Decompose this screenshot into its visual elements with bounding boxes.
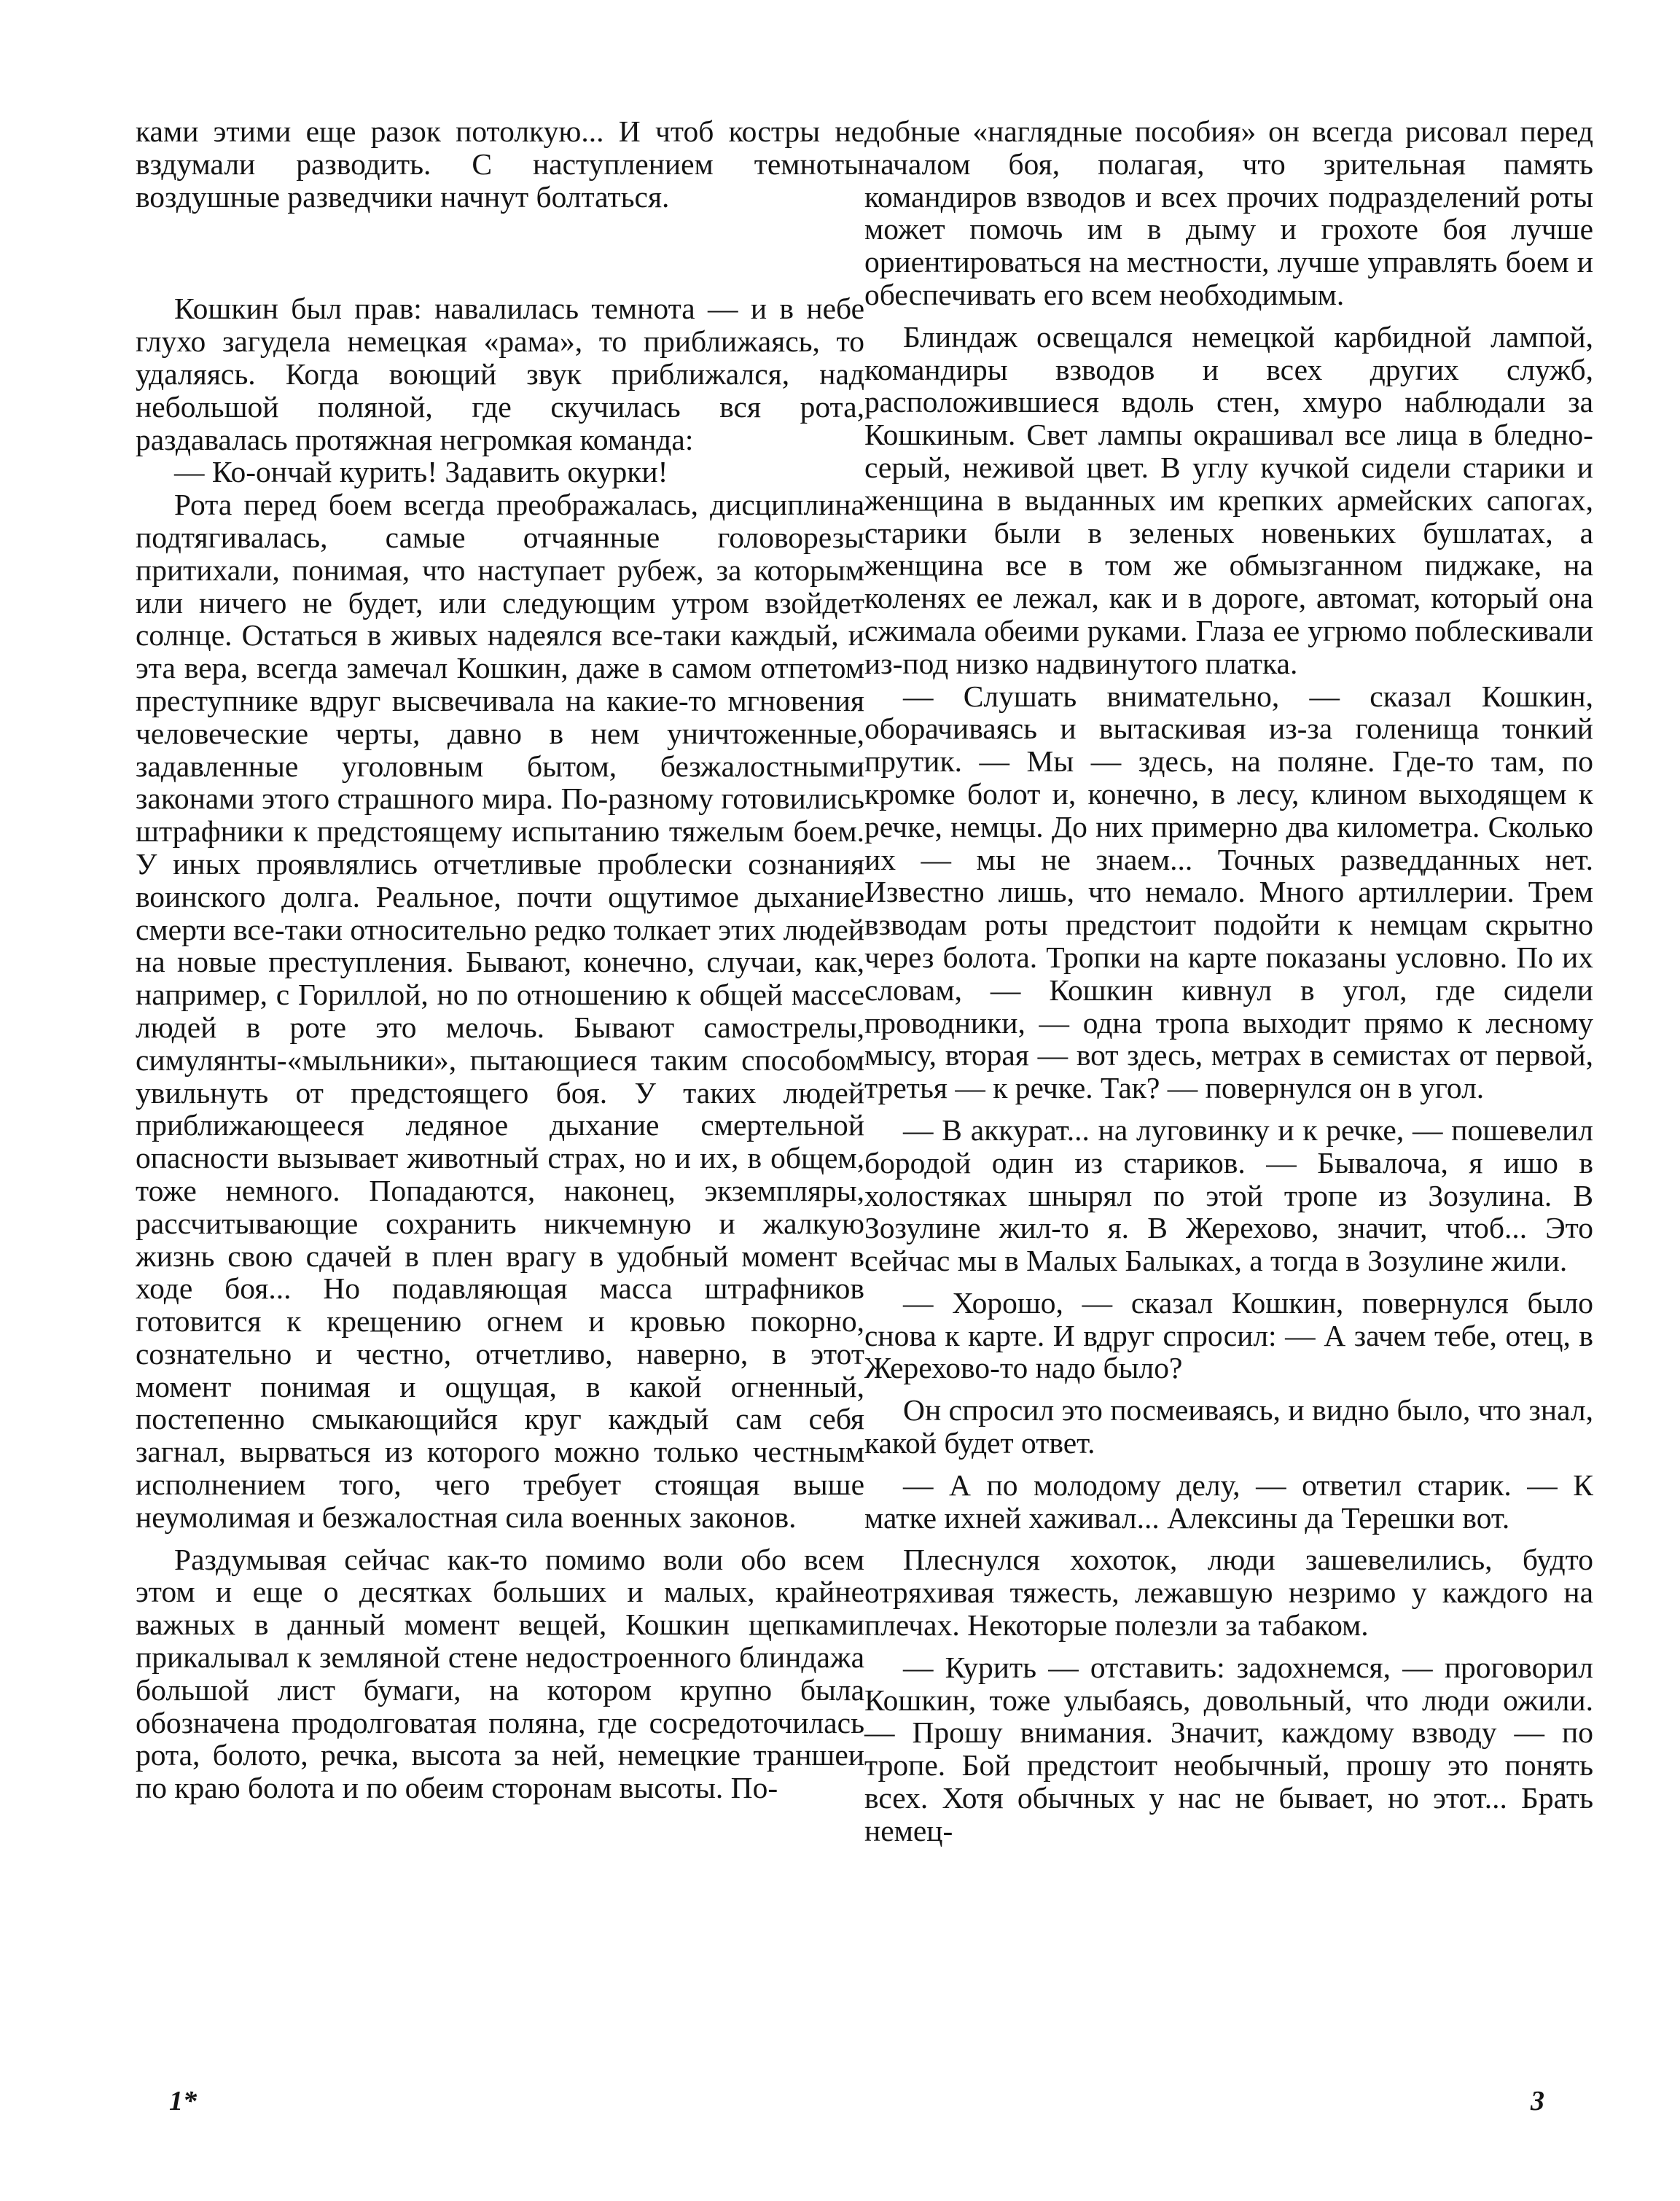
paragraph: ками этими еще разок потолкую... И чтоб костры не вздумали разводить. С наступлением темноты воздушные разведчики начнут болтаться.: [136, 114, 864, 214]
paragraph: — Хорошо, — сказал Кошкин, повернулся было снова к карте. И вдруг спросил: — А зачем тебе, отец, в Жерехово-то надо было?: [864, 1285, 1593, 1385]
paragraph: добные «наглядные пособия» он всегда рисовал перед началом боя, полагая, что зрительная память командиров взводов и всех прочих подразделений роты может помочь им в дыму и грохоте боя лучше ориентироваться на местности, лучше управлять боем и обеспечивать его всем необходимым.: [864, 114, 1593, 311]
left-column: [136, 115, 864, 1804]
paragraph: Блиндаж освещался немецкой карбидной лампой, командиры взводов и всех других служб, расположившиеся вдоль стен, хмуро наблюдали за Кошкиным. Свет лампы окрашивал все лица в бледно-серый, неживой цвет. В углу кучкой сидели старики и женщина в выданных им крепких армейских сапогах, старики были в зеленых новеньких бушлатах, а женщина все в том же обмызганном пиджаке, на коленях ее лежал, как и в дороге, автомат, который она сжимала обеими руками. Глаза ее угрюмо поблескивали из-под низко надвинутого платка.: [864, 319, 1593, 680]
paragraph: — Ко-ончай курить! Задавить окурки!: [174, 455, 668, 489]
signature-mark: 1*: [169, 2086, 197, 2116]
paragraph: Рота перед боем всегда преображалась, дисциплина подтягивалась, самые отчаянные головорезы притихали, понимая, что наступает рубеж, за которым или ничего не будет, или следующим утром взойдет солнце. Остаться в живых надеялся все-таки каждый, и эта вера, всегда замечал Кошкин, даже в самом отпетом преступнике вдруг высвечивала на какие-то мгновения человеческие черты, давно в нем уничтоженные, задавленные уголовным бытом, безжалостными законами этого страшного мира. По-разному готовились штрафники к предстоящему испытанию тяжелым боем. У иных проявлялись отчетливые проблески сознания воинского долга. Реальное, почти ощутимое дыхание смерти все-таки относительно редко толкает этих людей на новые преступления. Бывают, конечно, случаи, как, например, с Гориллой, но по отношению к общей массе людей в роте это мелочь. Бывают самострелы, симулянты-«мыльники», пытающиеся таким способом увильнуть от предстоящего боя. У таких людей приближающееся ледяное дыхание смертельной опасности вызывает животный страх, но и их, в общем, тоже немного. Попадаются, наконец, экземпляры, рассчитывающие сохранить никчемную и жалкую жизнь свою сдачей в плен врагу в удобный момент в ходе боя... Но подавляющая масса штрафников готовится к крещению огнем и кровью покорно, сознательно и честно, отчетливо, наверно, в этот момент понимая и ощущая, в какой огненный, постепенно смыкающийся круг каждый сам себя загнал, вырваться из которого можно только честным исполнением того, чего требует стоящая выше неумолимая и безжалостная сила военных законов.: [136, 488, 864, 1534]
paragraph: Плеснулся хохоток, люди зашевелились, будто отряхивая тяжесть, лежавшую незримо у каждого на плечах. Некоторые полезли за табаком.: [864, 1543, 1593, 1643]
paragraph: — А по молодому делу, — ответил старик. — К матке ихней хаживал... Алексины да Терешки вот.: [864, 1468, 1593, 1535]
paragraph: — Слушать внимательно, — сказал Кошкин, оборачиваясь и вытаскивая из-за голенища тонкий прутик. — Мы — здесь, на поляне. Где-то там, по кромке болот и, конечно, в лесу, клином выходящем к речке, немцы. До них примерно два километра. Сколько их — мы не знаем... Точных разведданных нет. Известно лишь, что немало. Много артиллерии. Трем взводам роты предстоит подойти к немцам скрытно через болота. Тропки на карте показаны условно. По их словам, — Кошкин кивнул в угол, где сидели проводники, — одна тропа выходит прямо к лесному мысу, вторая — вот здесь, метрах в семистах от первой, третья — к речке. Так? — повернулся он в угол.: [864, 679, 1593, 1105]
paragraph: — Курить — отставить: задохнемся, — проговорил Кошкин, тоже улыбаясь, довольный, что люди ожили. — Прошу внимания. Значит, каждому взводу — по тропе. Бой предстоит необычный, прошу это понять всех. Хотя обычных у нас не бывает, но этот... Брать немец-: [864, 1650, 1593, 1847]
paragraph: Кошкин был прав: навалилась темнота — и в небе глухо загудела немецкая «рама», то приближаясь, то удаляясь. Когда воющий звук приближался, над небольшой поляной, где скучилась вся рота, раздавалась протяжная негромкая команда:: [136, 292, 864, 456]
page-number: 3: [1531, 2086, 1544, 2116]
paragraph: — В аккурат... на луговинку и к речке, — пошевелил бородой один из стариков. — Бывалоча, я ишо в холостяках шнырял по этой тропе из Зозулина. В Зозулине жил-то я. В Жерехово, значит, чтоб... Это сейчас мы в Малых Балыках, а тогда в Зозулине жили.: [864, 1113, 1593, 1278]
paragraph: Он спросил это посмеиваясь, и видно было, что знал, какой будет ответ.: [864, 1393, 1593, 1460]
paragraph: Раздумывая сейчас как-то помимо воли обо всем этом и еще о десятках больших и малых, крайне важных в данный момент вещей, Кошкин щепками прикалывал к земляной стене недостроенного блиндажа большой лист бумаги, на котором крупно была обозначена продолговатая поляна, где сосредоточилась рота, болото, речка, высота за ней, немецкие траншеи по краю болота и по обеим сторонам высоты. По-: [136, 1542, 864, 1805]
right-column: [864, 115, 1593, 1847]
